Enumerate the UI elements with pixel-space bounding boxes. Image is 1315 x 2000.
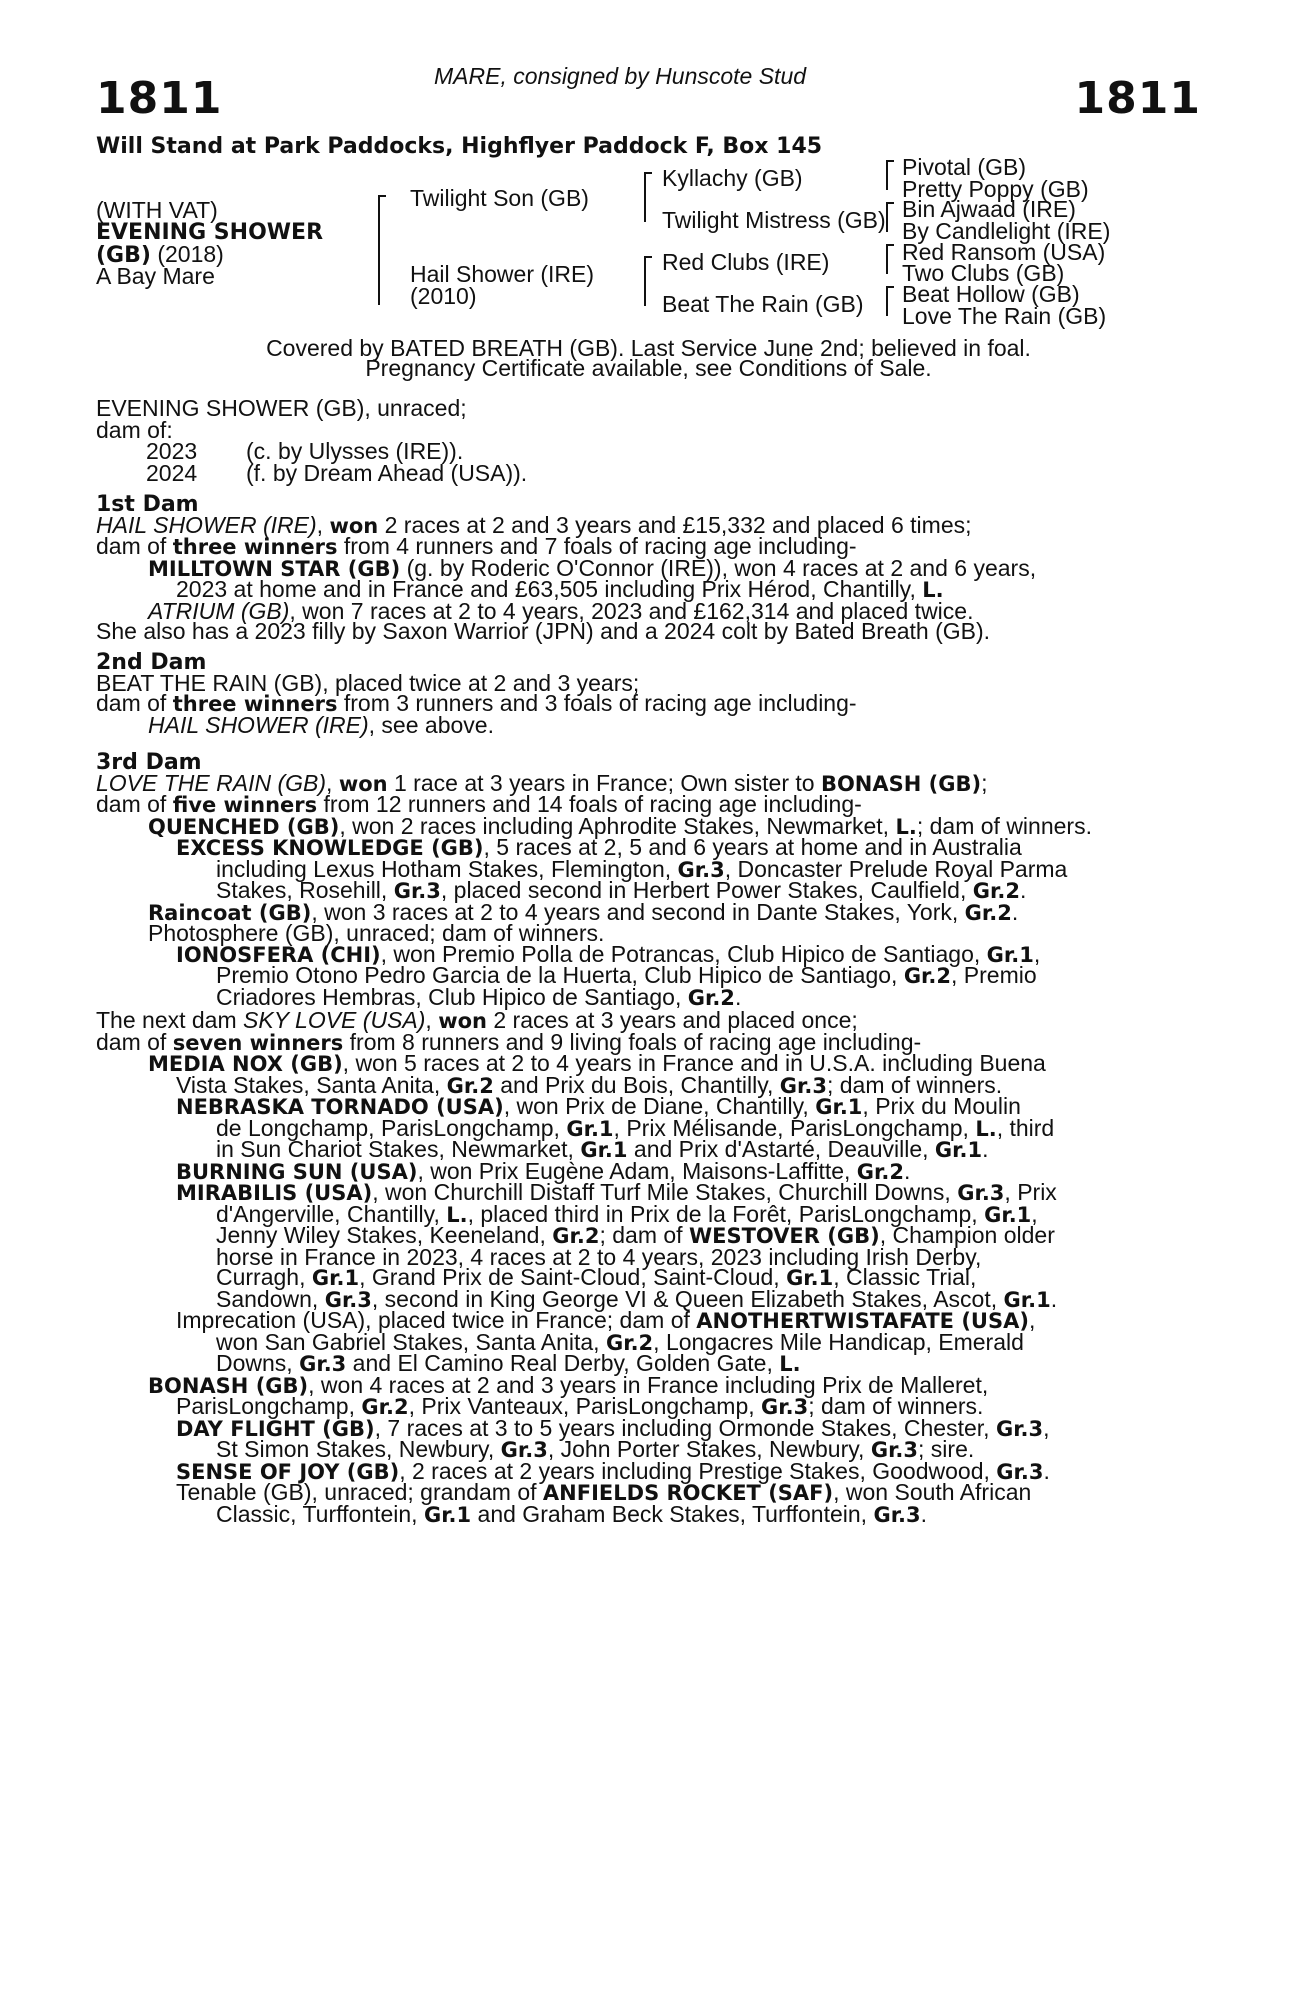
grade-label: L. [779,1352,801,1376]
grade-label: Gr.1 [423,1502,472,1527]
horse-record: and Prix du Bois, Chantilly, [493,1071,780,1098]
damof-label: dam of [96,533,173,559]
grade-label: Gr.3 [779,1073,827,1098]
horse-record: , see above. [368,711,494,738]
grade-label: Gr.2 [552,1224,600,1248]
horse-record: , 2 races at 2 years including Prestige Stakes, Goodwood, [399,1457,997,1484]
grade-label: Gr.1 [984,1202,1032,1227]
winners-count: seven winners [172,1030,344,1055]
horse-record: ; dam of [599,1222,689,1248]
horse-record: , won 5 races at 2 to 4 years in France and in U.S.A. including Buena [342,1050,1046,1076]
horse-record: , second in King George VI & Queen Elizabeth Stakes, Ascot, [371,1285,1004,1312]
grade-label: Gr.3 [299,1352,347,1376]
lot-number-left: 1811 [96,73,223,124]
damof-label: dam of [96,690,173,716]
brace-sire-parents [644,172,646,222]
comma: , [1028,1307,1036,1333]
period: . [1019,877,1027,903]
horse-record: ParisLongchamp, [176,1393,362,1419]
horse-name-bold: ANOTHERTWISTAFATE (USA) [696,1309,1029,1333]
horse-record: , John Porter Stakes, Newbury, [547,1436,871,1462]
third-dam-title: 3rd Dam [96,750,202,775]
winners-count: three winners [172,535,338,559]
horse-record: , won 7 races at 2 to 4 years, 2023 and £162,314 and placed twice. [289,597,974,624]
pedigree-gen3-1: Pivotal (GB) [902,154,1026,180]
horse-record: Downs, [216,1350,300,1376]
horse-record: , Prix du Moulin [862,1093,1021,1119]
horse-record: , 7 races at 3 to 5 years including Ormonde Stakes, Chester, [374,1414,996,1441]
winners-from: from 12 runners and 14 foals of racing age including- [317,791,862,817]
produce-line1: EVENING SHOWER (GB), unraced; [96,395,467,421]
first-dam-title: 1st Dam [96,492,199,517]
horse-name-bold: BURNING SUN (USA) [176,1159,418,1184]
pedigree-dam-dam: Beat The Rain (GB) [662,291,864,317]
lot-number-right: 1811 [1074,73,1201,124]
won-label: won [329,513,379,538]
next-dam-section [96,1008,1201,1528]
covered-line2: Pregnancy Certificate available, see Conditions of Sale. [365,355,932,381]
next-dam-name: SKY LOVE (USA) [243,1007,426,1033]
pedigree-sire: Twilight Son (GB) [410,185,589,211]
horse-record: , Prix Vanteaux, ParisLongchamp, [408,1393,762,1419]
winners-from: from 3 runners and 3 foals of racing age including- [337,690,857,716]
grade-label: Gr.2 [964,900,1012,925]
winners-from: from 8 runners and 9 living foals of racing age including- [343,1028,922,1055]
horse-name-bold: MEDIA NOX (GB) [148,1052,343,1076]
produce-item [96,461,1201,487]
grade-label: Gr.3 [870,1438,919,1462]
horse-record: Classic, Turffontein, [216,1500,424,1527]
grade-label: Gr.3 [393,879,441,903]
horse-record: Criadores Hembras, Club Hipico de Santiago, [216,983,688,1010]
produce-line2: dam of: [96,416,173,443]
horse-record: , placed second in Herbert Power Stakes, Caulfield, [440,877,973,903]
stand-location: Will Stand at Park Paddocks, Highflyer Paddock F, Box 145 [96,134,823,159]
horse-record: Vista Stakes, Santa Anita, [176,1071,447,1098]
period: . [1011,898,1019,925]
grade-label: Gr.2 [605,1330,654,1355]
brace-gen3-3 [886,244,888,274]
comma: , [1043,1414,1050,1441]
horse-name-bold: ANFIELDS ROCKET (SAF) [542,1481,834,1505]
horse-record: in Sun Chariot Stakes, Newmarket, [216,1136,581,1162]
produce-text: (c. by Ulysses (IRE)). [246,438,464,464]
first-dam-record: 2 races at 2 and 3 years and £15,332 and placed 6 times; [378,511,972,538]
grade-label: Gr.2 [856,1159,904,1184]
separator: , [326,769,339,796]
produce-photosphere: Photosphere (GB), unraced; dam of winners. [148,920,605,946]
period: . [1043,1457,1050,1484]
grade-label: Gr.2 [687,985,735,1010]
horse-record: Tenable (GB), unraced; grandam of [176,1479,543,1505]
horse-record: d'Angerville, Chantilly, [216,1200,447,1227]
grade-label: Gr.1 [311,1266,360,1290]
semicolon: ; [981,769,988,796]
horse-record: ; dam of winners. [826,1071,1003,1098]
pedigree-gen3-2: Pretty Poppy (GB) [902,176,1089,202]
horse-record: , won Premio Polla de Potrancas, Club Hipico de Santiago, [380,940,987,967]
horse-name-bold: DAY FLIGHT (GB) [176,1416,375,1441]
grade-label: Gr.2 [361,1395,409,1419]
brace-sire-dam [378,195,380,305]
grade-label: Gr.1 [1003,1287,1051,1312]
pedigree-gen3-8: Love The Rain (GB) [902,303,1107,329]
period: . [734,983,742,1010]
produce-tenable-cont [96,1502,1201,1529]
produce-mirabilis-cont: horse in France in 2023, 4 races at 2 to 4 years, 2023 including Irish Derby, [216,1243,982,1270]
first-dam-section [96,492,1201,645]
second-dam-title: 2nd Dam [96,650,207,675]
pedigree-dam-year: (2010) [410,283,477,309]
horse-record: including Lexus Hotham Stakes, Flemington, [216,855,678,882]
horse-record: , won Churchill Distaff Turf Mile Stakes, Churchill Downs, [372,1179,958,1205]
grade-label: Gr.2 [903,964,952,988]
horse-record: Imprecation (USA), placed twice in France; dam of [176,1307,697,1333]
grade-label: Gr.1 [786,1266,834,1290]
pedigree-dam: Hail Shower (IRE) [410,261,595,287]
next-dam-line: The next dam SKY LOVE (USA), won 2 races at 3 years and placed once; [96,1007,858,1033]
horse-record: , Longacres Mile Handicap, Emerald [653,1328,1024,1355]
next-dam-record: 2 races at 3 years and placed once; [486,1007,858,1033]
grade-label: L. [895,814,917,839]
horse-record: ; dam of winners. [808,1393,984,1419]
lot-subtitle: MARE, consigned by Hunscote Stud [434,63,807,89]
period: . [1050,1285,1058,1312]
grade-label: Gr.1 [815,1095,863,1119]
horse-record: and Graham Beck Stakes, Turffontein, [471,1500,874,1527]
grade-label: Gr.3 [957,1181,1005,1205]
horse-record: , Grand Prix de Saint-Cloud, Saint-Cloud, [359,1264,787,1290]
horse-record: , Champion older [879,1222,1055,1248]
horse-record: , Doncaster Prelude Royal Parma [724,855,1068,882]
brace-gen3-2 [886,202,888,232]
horse-record: , 5 races at 2, 5 and 6 years at home and in Australia [483,834,1022,860]
grade-label: Gr.3 [324,1287,372,1312]
horse-name-bold: BONASH (GB) [148,1373,309,1398]
produce-year: 2024 [146,459,198,486]
horse-record: , won Prix Eugène Adam, Maisons-Laffitte, [417,1157,857,1184]
sister-name: BONASH (GB) [820,771,982,796]
horse-name-bold: Raincoat (GB) [148,900,312,925]
grade-label: Gr.3 [500,1438,548,1462]
horse-record: Curragh, [216,1264,312,1290]
horse-name-bold: MILLTOWN STAR (GB) [148,556,401,581]
horse-record: 2023 at home and in France and £63,505 including Prix Hérod, Chantilly, [176,576,923,602]
second-dam-section [96,650,1201,738]
pedigree-gen3-7: Beat Hollow (GB) [902,281,1080,307]
brace-gen3-4 [886,286,888,316]
horse-record: St Simon Stakes, Newbury, [216,1436,501,1462]
horse-record: , won South African [833,1479,1032,1505]
horse-name-bold: SENSE OF JOY (GB) [176,1459,400,1484]
grade-label: Gr.1 [580,1138,628,1162]
horse-record: de Longchamp, ParisLongchamp, [216,1114,567,1141]
first-dam-line: HAIL SHOWER (IRE), won 2 races at 2 and 3 years and £15,332 and placed 6 times; [96,511,972,538]
horse-record: and Prix d'Astarté, Deauville, [627,1136,935,1162]
produce-section [96,396,1201,486]
horse-record: Sandown, [216,1285,325,1312]
brace-dam-parents [644,256,646,306]
grade-label: L. [975,1116,997,1141]
horse-record: , Classic Trial, [833,1264,977,1290]
damof-label: dam of [96,791,173,817]
third-dam-record: 1 race at 3 years in France; Own sister to [387,769,821,796]
grade-label: Gr.3 [995,1416,1044,1441]
comma: , [1033,940,1041,967]
grade-label: L. [922,578,944,602]
horse-name-bold: IONOSFERA (CHI) [176,942,381,967]
next-dam-intro: The next dam [96,1007,244,1033]
horse-name-bold: MIRABILIS (USA) [176,1181,373,1205]
pedigree-gen3-4: By Candlelight (IRE) [902,218,1111,244]
horse-record: , placed third in Prix de la Forêt, ParisLongchamp, [467,1200,985,1227]
horse-name-bold: NEBRASKA TORNADO (USA) [176,1095,504,1119]
grade-label: Gr.3 [873,1502,921,1527]
horse-record: Jenny Wiley Stakes, Keeneland, [216,1222,553,1248]
grade-label: Gr.1 [986,942,1034,967]
grade-label: Gr.1 [566,1116,614,1141]
grade-label: Gr.3 [761,1395,809,1419]
horse-record: and El Camino Real Derby, Golden Gate, [346,1350,780,1376]
horse-record: , Premio [951,962,1037,988]
horse-record-tail: ; dam of winners. [916,812,1092,839]
horse-record: ; sire. [918,1436,975,1462]
grade-label: Gr.2 [972,879,1020,903]
won-label: won [438,1009,487,1033]
vat-note: (WITH VAT) [96,197,218,223]
pedigree-sire-dam: Twilight Mistress (GB) [662,207,886,233]
horse-name-bold: WESTOVER (GB) [688,1224,880,1248]
horse-name-bold: EXCESS KNOWLEDGE (GB) [176,836,484,860]
horse-record: , Prix Mélisande, ParisLongchamp, [613,1114,976,1141]
third-dam-name: LOVE THE RAIN (GB) [96,769,327,796]
also-line: She also has a 2023 filly by Saxon Warrior (JPN) and a 2024 colt by Bated Breath (GB). [96,618,991,644]
horse-name: EVENING SHOWER [96,220,324,245]
horse-record: won San Gabriel Stakes, Santa Anita, [216,1328,606,1355]
horse-record: (g. by Roderic O'Connor (IRE)), won 4 races at 2 and 6 years, [400,554,1037,581]
horse-name-italic: ATRIUM (GB) [148,597,290,624]
first-dam-name: HAIL SHOWER (IRE) [96,511,317,538]
horse-year: (2018) [150,241,224,267]
horse-record: Stakes, Rosehill, [216,877,394,903]
grade-label: Gr.3 [677,857,725,882]
horse-record: , won Prix de Diane, Chantilly, [503,1093,816,1119]
horse-record: , third [996,1114,1055,1141]
winners-count: five winners [172,793,318,817]
grade-label: Gr.2 [446,1073,494,1098]
pedigree-dam-sire: Red Clubs (IRE) [662,249,830,275]
horse-record: , Prix [1004,1179,1057,1205]
horse-name-bold: QUENCHED (GB) [148,814,340,839]
produce-text: (f. by Dream Ahead (USA)). [246,459,528,486]
brace-gen3-1 [886,160,888,190]
horse-record: , won 3 races at 2 to 4 years and second in Dante Stakes, York, [311,898,965,925]
pedigree-gen3-3: Bin Ajwaad (IRE) [902,196,1076,222]
comma: , [1031,1200,1038,1227]
horse-description: A Bay Mare [96,263,215,289]
period: . [904,1157,911,1184]
horse-record: Premio Otono Pedro Garcia de la Huerta, Club Hipico de Santiago, [216,962,904,988]
pedigree-gen3-6: Two Clubs (GB) [902,260,1065,286]
won-label: won [338,771,388,796]
winners-from: from 4 runners and 7 foals of racing age including- [337,533,857,559]
damof-label: dam of [96,1028,173,1055]
horse-record: , won 4 races at 2 and 3 years in France including Prix de Malleret, [308,1371,989,1398]
horse-name-italic: HAIL SHOWER (IRE) [148,711,369,738]
grade-label: Gr.3 [996,1459,1044,1484]
winners-count: three winners [172,692,338,716]
period: . [920,1500,928,1527]
horse-country: (GB) [96,243,151,268]
third-dam-section [96,750,1201,1011]
horse-record: , won 2 races including Aphrodite Stakes, Newmarket, [339,812,896,839]
covered-line1: Covered by BATED BREATH (GB). Last Service June 2nd; believed in foal. [266,335,1031,361]
grade-label: L. [446,1202,468,1227]
pedigree-sire-sire: Kyllachy (GB) [662,165,803,191]
period: . [982,1136,989,1162]
produce-year: 2023 [146,438,198,464]
second-dam-line: BEAT THE RAIN (GB), placed twice at 2 and 3 years; [96,669,640,696]
pedigree-gen3-5: Red Ransom (USA) [902,239,1106,265]
grade-label: Gr.1 [934,1138,983,1162]
